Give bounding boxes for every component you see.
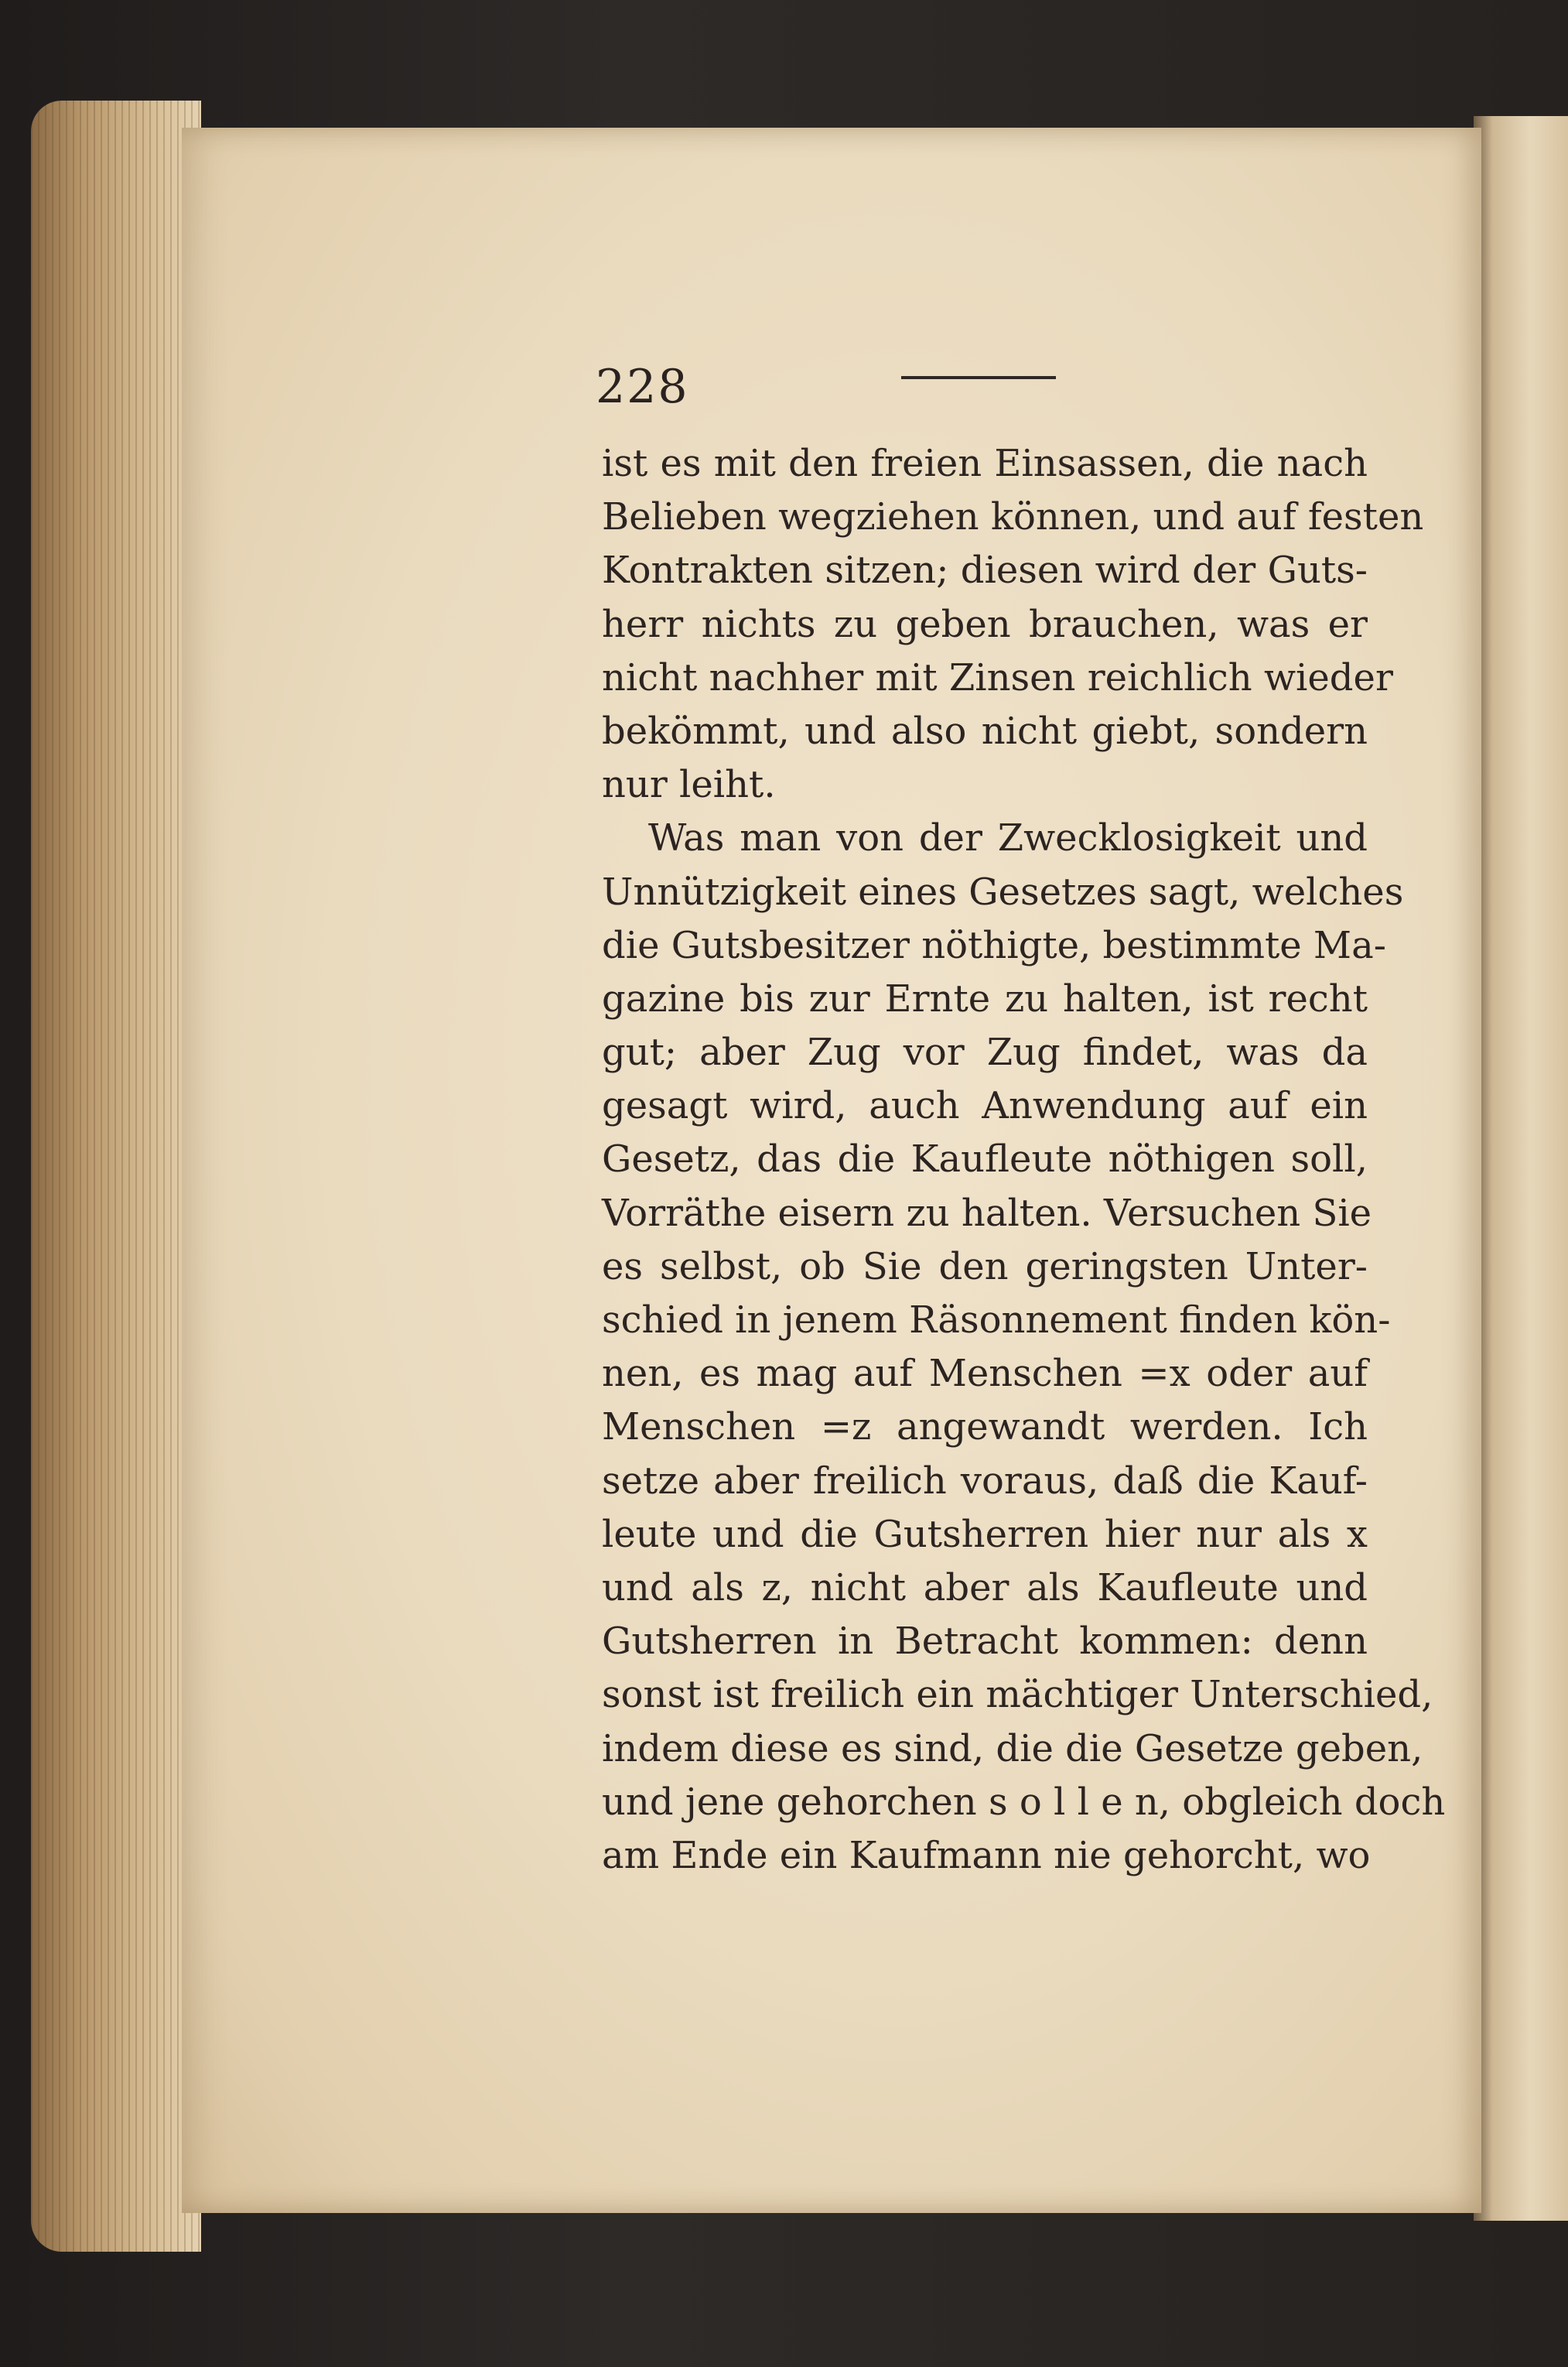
text-line: setze aber freilich voraus, daß die Kauf- (602, 1459, 1368, 1503)
text-line: indem diese es sind, die die Gesetze geben, (602, 1726, 1423, 1770)
text-line: Belieben wegziehen können, und auf festen (602, 495, 1424, 539)
text-line: leute und die Gutsherren hier nur als x (602, 1512, 1368, 1556)
text-line: die Gutsbesitzer nöthigte, bestimmte Ma- (602, 923, 1386, 967)
text-line: Menschen =z angewandt werden. Ich (602, 1405, 1368, 1449)
page-number: 228 (596, 360, 689, 414)
text-line: es selbst, ob Sie den geringsten Unter- (602, 1244, 1368, 1288)
header-rule (901, 376, 1056, 379)
text-line: nur leiht. (602, 763, 776, 807)
text-line: Vorräthe eisern zu halten. Versuchen Sie (602, 1191, 1372, 1235)
text-line: am Ende ein Kaufmann nie gehorcht, wo (602, 1833, 1371, 1877)
text-line: und als z, nicht aber als Kaufleute und (602, 1565, 1368, 1609)
text-line: nicht nachher mit Zinsen reichlich wieder (602, 655, 1393, 699)
body-text (602, 437, 1446, 1883)
text-line: bekömmt, und also nicht giebt, sondern (602, 709, 1368, 753)
text-line: gazine bis zur Ernte zu halten, ist recht (602, 977, 1368, 1021)
text-line: gesagt wird, auch Anwendung auf ein (602, 1084, 1368, 1128)
book-page-edges (31, 101, 201, 2252)
text-line: Unnützigkeit eines Gesetzes sagt, welches (602, 870, 1404, 914)
text-line: sonst ist freilich ein mächtiger Unterschied, (602, 1673, 1433, 1717)
running-head (596, 352, 1369, 414)
text-line: Gutsherren in Betracht kommen: denn (602, 1620, 1368, 1664)
facing-page-edge (1474, 116, 1568, 2221)
text-line: gut; aber Zug vor Zug findet, was da (602, 1031, 1368, 1075)
text-line: und jene gehorchen s o l l e n, obgleich doch (602, 1780, 1446, 1824)
text-line: Kontrakten sitzen; diesen wird der Guts- (602, 549, 1368, 593)
text-line: nen, es mag auf Menschen =x oder auf (602, 1352, 1368, 1396)
text-line: herr nichts zu geben brauchen, was er (602, 602, 1368, 646)
text-line: ist es mit den freien Einsassen, die nach (602, 442, 1368, 485)
text-line: Was man von der Zwecklosigkeit und (648, 816, 1368, 860)
text-line: schied in jenem Räsonnement finden kön- (602, 1298, 1391, 1342)
text-line: Gesetz, das die Kaufleute nöthigen soll, (602, 1137, 1368, 1182)
